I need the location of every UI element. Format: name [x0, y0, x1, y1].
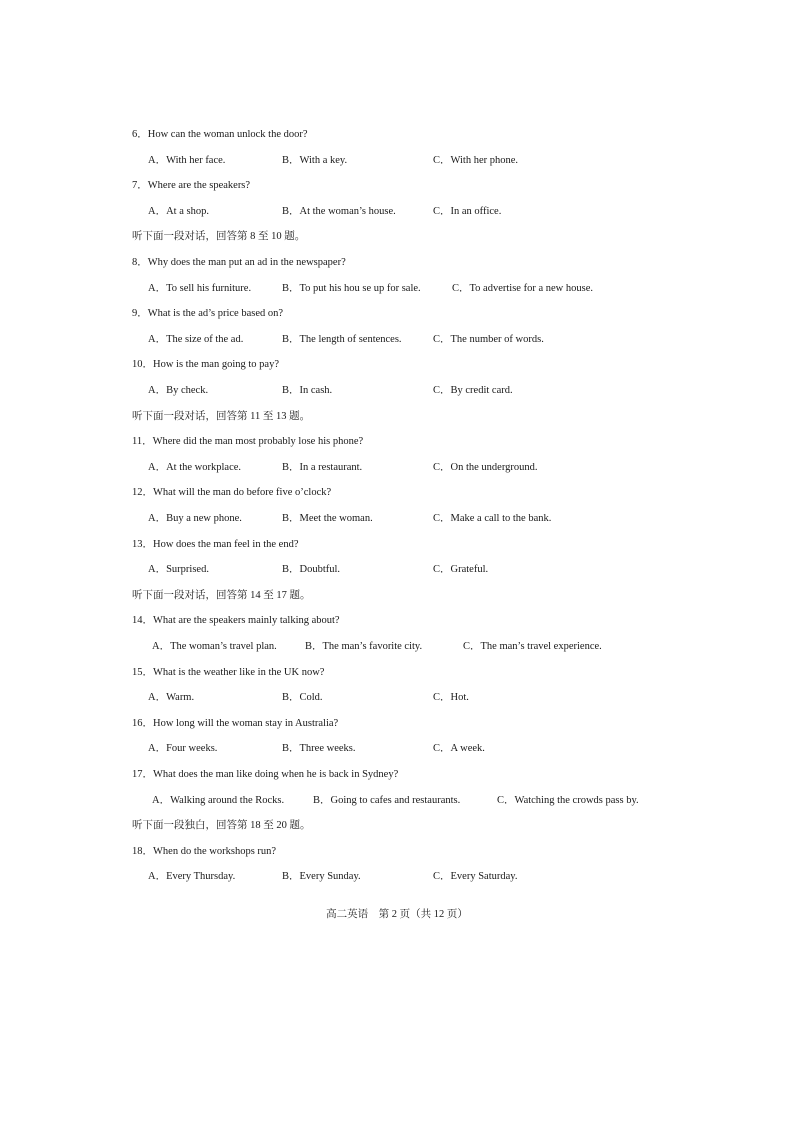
question-stem: 17．What does the man like doing when he is back in Sydney?: [132, 769, 399, 780]
section-instruction: 听下面一段对话，回答第 8 至 10 题。: [132, 231, 306, 243]
answer-option-c: C．Every Saturday.: [433, 871, 518, 883]
answer-option-b: B．Meet the woman.: [282, 513, 373, 524]
question-stem: 6．How can the woman unlock the door?: [132, 129, 308, 140]
answer-option-c: C．In an office.: [433, 205, 502, 217]
section-instruction: 听下面一段对话，回答第 11 至 13 题。: [132, 410, 311, 422]
answer-option-b: B．To put his hou se up for sale.: [282, 282, 421, 294]
question-stem: 8．Why does the man put an ad in the newspaper?: [132, 257, 346, 268]
answer-option-a: A．At a shop.: [148, 205, 209, 217]
answer-option-b: B．In a restaurant.: [282, 461, 363, 473]
answer-option-a: A．Buy a new phone.: [148, 513, 242, 524]
question-stem: 15．What is the weather like in the UK now?: [132, 666, 325, 678]
answer-option-c: C．Hot.: [433, 692, 469, 704]
page-footer: 高二英语 第 2 页（共 12 页）: [326, 909, 468, 920]
answer-option-b: B．Cold.: [282, 692, 323, 704]
answer-option-b: B．In cash.: [282, 385, 333, 396]
answer-option-b: B．Three weeks.: [282, 743, 356, 755]
answer-option-c: C．By credit card.: [433, 385, 513, 396]
answer-option-c: C．The number of words.: [433, 333, 544, 345]
answer-option-a: A．At the workplace.: [148, 461, 242, 473]
answer-option-c: C．Watching the crowds pass by.: [497, 794, 639, 806]
answer-option-c: C．A week.: [433, 743, 485, 755]
answer-option-a: A．Four weeks.: [148, 743, 218, 755]
answer-option-b: B．The length of sentences.: [282, 333, 402, 345]
answer-option-b: B．Every Sunday.: [282, 871, 361, 883]
question-stem: 12．What will the man do before five o’clock?: [132, 487, 332, 499]
question-stem: 14．What are the speakers mainly talking about?: [132, 615, 340, 627]
question-stem: 7．Where are the speakers?: [132, 180, 251, 192]
answer-option-a: A．Warm.: [148, 692, 195, 704]
answer-option-a: A．The woman’s travel plan.: [152, 641, 277, 652]
answer-option-b: B．Doubtful.: [282, 564, 341, 576]
question-stem: 10．How is the man going to pay?: [132, 359, 279, 371]
answer-option-a: A．By check.: [148, 385, 209, 396]
answer-option-c: C．To advertise for a new house.: [452, 282, 593, 294]
answer-option-a: A．With her face.: [148, 154, 226, 166]
section-instruction: 听下面一段独白，回答第 18 至 20 题。: [132, 820, 311, 832]
answer-option-b: B．The man’s favorite city.: [305, 641, 423, 652]
answer-option-c: C．On the underground.: [433, 461, 538, 473]
answer-option-a: A．The size of the ad.: [148, 333, 244, 345]
answer-option-a: A．Surprised.: [148, 564, 209, 576]
question-stem: 11．Where did the man most probably lose his phone?: [132, 436, 364, 448]
answer-option-a: A．Every Thursday.: [148, 871, 236, 883]
answer-option-c: C．With her phone.: [433, 154, 519, 166]
question-stem: 16．How long will the woman stay in Australia?: [132, 717, 339, 729]
answer-option-b: B．With a key.: [282, 154, 348, 166]
answer-option-a: A．To sell his furniture.: [148, 282, 252, 294]
answer-option-b: B．At the woman’s house.: [282, 205, 396, 217]
question-stem: 9．What is the ad’s price based on?: [132, 308, 284, 320]
answer-option-b: B．Going to cafes and restaurants.: [313, 794, 461, 806]
answer-option-c: C．The man’s travel experience.: [463, 641, 602, 652]
section-instruction: 听下面一段对话，回答第 14 至 17 题。: [132, 589, 311, 601]
answer-option-c: C．Make a call to the bank.: [433, 513, 552, 524]
question-stem: 13．How does the man feel in the end?: [132, 538, 299, 550]
question-stem: 18．When do the workshops run?: [132, 845, 277, 857]
answer-option-c: C．Grateful.: [433, 564, 489, 576]
answer-option-a: A．Walking around the Rocks.: [152, 794, 285, 806]
